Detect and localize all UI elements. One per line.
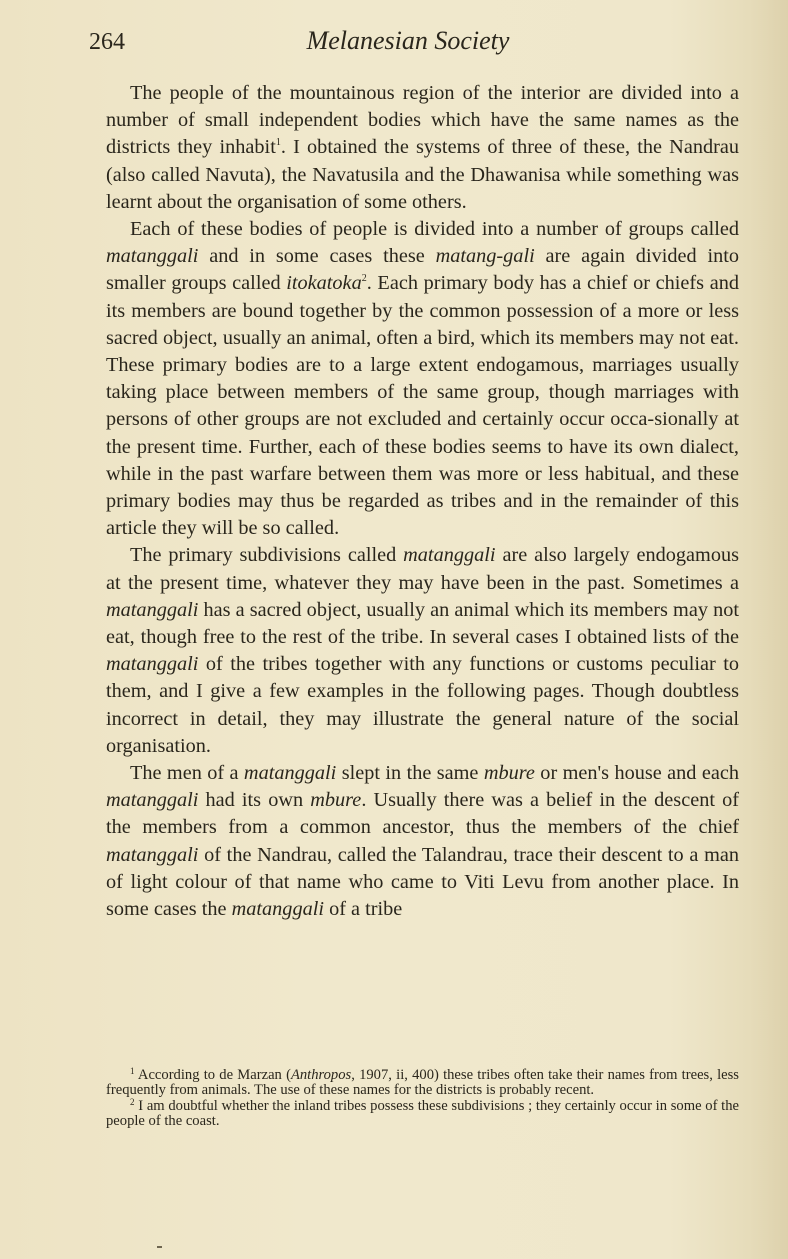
italic-term: matanggali [106,653,199,676]
footnote-marker: 1 [275,137,281,149]
text-run: According to de Marzan ( [134,1067,291,1083]
italic-term: matanggali [403,544,496,567]
text-run: and in some cases these [198,245,436,268]
text-run: The men of a [130,762,244,785]
footnote-marker: 1 [130,1066,135,1076]
footnote-marker: 2 [130,1096,135,1107]
text-run: . Usually there was a belief in the descent of the members from a common ancestor, thus the members of the chief [106,789,739,839]
text-run: are also largely endogamous at the present time, whatever they may have been in the past. Sometimes a [106,544,739,594]
text-run: or men's house and each [534,762,739,785]
paragraph [106,542,739,760]
text-run: , 1907, ii, 400) these tribes often take their names from trees, less frequently from animals. The use of these names for the districts is probably recent. [106,1067,739,1099]
text-run: of the Nandrau, called the Talandrau, trace their descent to a man of light colour of that name who came to Viti Levu from another place. In some cases the [106,843,739,921]
text-run: The people of the mountainous region of the interior are divided into a number of small independent bodies which have the same names as the districts they inhabit [106,82,739,159]
italic-term: matanggali [243,762,337,785]
italic-term: matang-gali [435,245,535,268]
page-mark [157,1246,162,1248]
text-run: are again divided into smaller groups called [106,245,739,295]
text-run: has a sacred object, usually an animal which its members may not eat, though free to the rest of the tribe. In several cases I obtained lists of the [106,598,739,649]
body-text [106,80,739,923]
italic-term: matanggali [231,898,324,921]
italic-term: matanggali [106,245,199,268]
running-head: Melanesian Society [306,26,510,55]
page-number: 264 [89,29,125,55]
footnote [106,1096,739,1130]
text-run: I am doubtful whether the inland tribes possess these subdivisions ; they certainly occur in some of the people of the coast. [106,1097,739,1130]
text-run: . Each primary body has a chief or chiefs and its members are bound together by the common possession of a more or less sacred object, usually an animal, often a bird, which its members may not eat. These primary bodies are to a large extent endogamous, marriages usually taking place between members of the same group, though marriages with persons of other groups are not excluded and certainly occur occa-sionally at the present time. Further, each of these bodies seems to have its own dialect, while in the past warfare between them was more or less habitual, and these primary bodies may thus be regarded as tribes and in the remainder of this article they will be so called. [106,272,739,540]
text-run: Each of these bodies of people is divided into a number of groups called [130,218,739,241]
italic-term: Anthropos [290,1067,352,1083]
text-run: . I obtained the systems of three of these, the Nandrau (also called Navuta), the Navatusila and the Dhawanisa while something was learnt about the organisation of some others. [106,136,740,213]
italic-term: matanggali [106,598,199,621]
italic-term: matanggali [106,843,199,866]
italic-term: itokatoka [286,272,362,295]
paragraph [106,760,739,923]
text-run: had its own [198,789,311,812]
footnotes [106,1068,739,1130]
footnote-marker: 2 [361,273,367,285]
footnote [106,1068,739,1099]
text-run: of the tribes together with any functions or customs peculiar to them, and I give a few examples in the following pages. Though doubtless incorrect in detail, they may illustrate the general nature of the social organisation. [106,653,739,757]
italic-term: mbure [483,762,535,785]
italic-term: mbure [310,789,362,812]
paragraph [106,216,739,542]
text-run: slept in the same [336,762,484,785]
text-run: of a tribe [324,898,403,921]
text-run: The primary subdivisions called [130,544,404,567]
italic-term: matanggali [106,789,199,812]
paragraph [106,80,739,216]
